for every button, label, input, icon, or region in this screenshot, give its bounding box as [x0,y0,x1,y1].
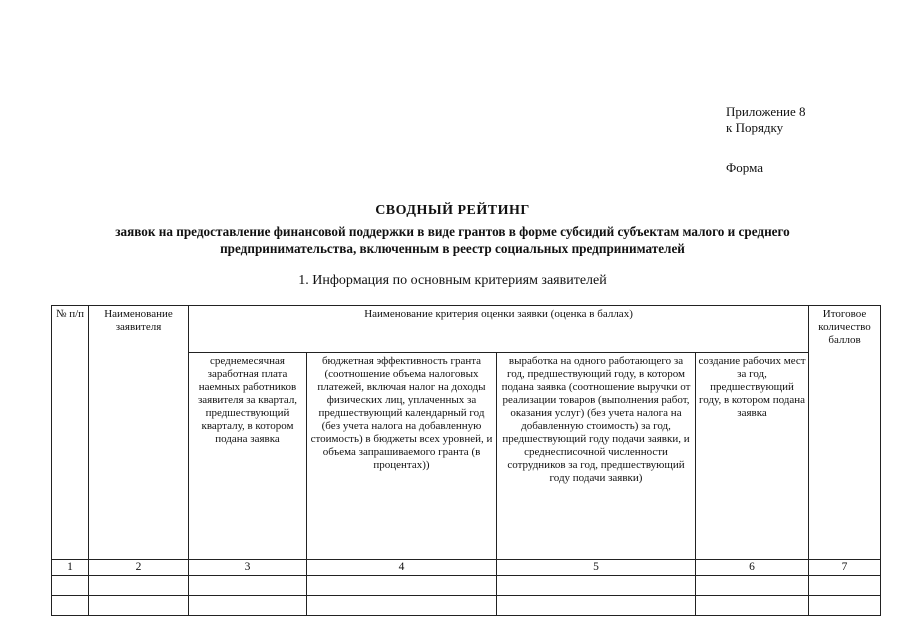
header-cell-applicant-name: Наименование заявителя [89,306,189,560]
criterion-output-text: выработка на одного работающего за год, предшествующий году, в котором подана заявка (соотношение выручки от реализации товаров (выполнения работ, оказания услуг) (без учета налога на добавленную стоимость) за год, предшествующий году подачи заявки, и среднесписочной численности сотрудников за год, предшествующий году подачи заявки) [501,355,691,484]
column-number-cell: 5 [497,560,696,576]
appendix-reference: к Порядку [726,120,784,135]
criterion-cell-budget-efficiency [307,353,497,560]
column-number-row [52,560,881,576]
criterion-cell-output-per-worker [497,353,696,560]
document-subtitle [0,223,905,257]
column-number-cell: 2 [89,560,189,576]
criterion-cell-job-creation [696,353,809,560]
empty-cell [52,576,89,596]
column-number-cell: 6 [696,560,809,576]
header-cell-total-score: Итоговое количество баллов [809,306,881,560]
column-number-cell: 3 [189,560,307,576]
empty-cell [696,596,809,616]
criterion-budget-efficiency-text: бюджетная эффективность гранта (соотношение объема налоговых платежей, включая налог на доходы физических лиц, уплаченных за предшествующий календарный год (без учета налога на добавленную стоимость) в бюджеты всех уровней, и объема запрашиваемого гранта (в процентах)) [310,355,493,471]
column-number-cell: 1 [52,560,89,576]
header-row-1 [52,306,881,353]
table-row [52,576,881,596]
header-cell-criteria: Наименование критерия оценки заявки (оценка в баллах) [189,306,809,353]
appendix-number: Приложение 8 [726,104,806,119]
empty-cell [89,596,189,616]
column-number-cell: 7 [809,560,881,576]
criterion-cell-salary [189,353,307,560]
criterion-salary-text: среднемесячная заработная плата наемных работников заявителя за квартал, предшествующий кварталу, в котором подана заявка [197,355,298,445]
form-label: Форма [726,160,763,175]
empty-cell [189,576,307,596]
rating-table [51,305,881,616]
appendix-block [726,104,806,176]
empty-cell [809,576,881,596]
empty-cell [307,596,497,616]
document-title: СВОДНЫЙ РЕЙТИНГ [375,203,530,218]
subtitle-line-2: предпринимательства, включенным в реестр социальных предпринимателей [220,241,685,256]
empty-cell [189,596,307,616]
empty-cell [497,596,696,616]
section-title: 1. Информация по основным критериям заявителей [298,273,607,288]
table-row [52,596,881,616]
empty-cell [497,576,696,596]
empty-cell [696,576,809,596]
header-cell-number: № п/п [52,306,89,560]
subtitle-line-1: заявок на предоставление финансовой поддержки в виде грантов в форме субсидий субъектам малого и среднего [115,224,790,239]
empty-cell [809,596,881,616]
empty-cell [307,576,497,596]
column-number-cell: 4 [307,560,497,576]
empty-cell [89,576,189,596]
criterion-job-creation-text: создание рабочих мест за год, предшествующий году, в котором подана заявка [698,355,806,419]
empty-cell [52,596,89,616]
